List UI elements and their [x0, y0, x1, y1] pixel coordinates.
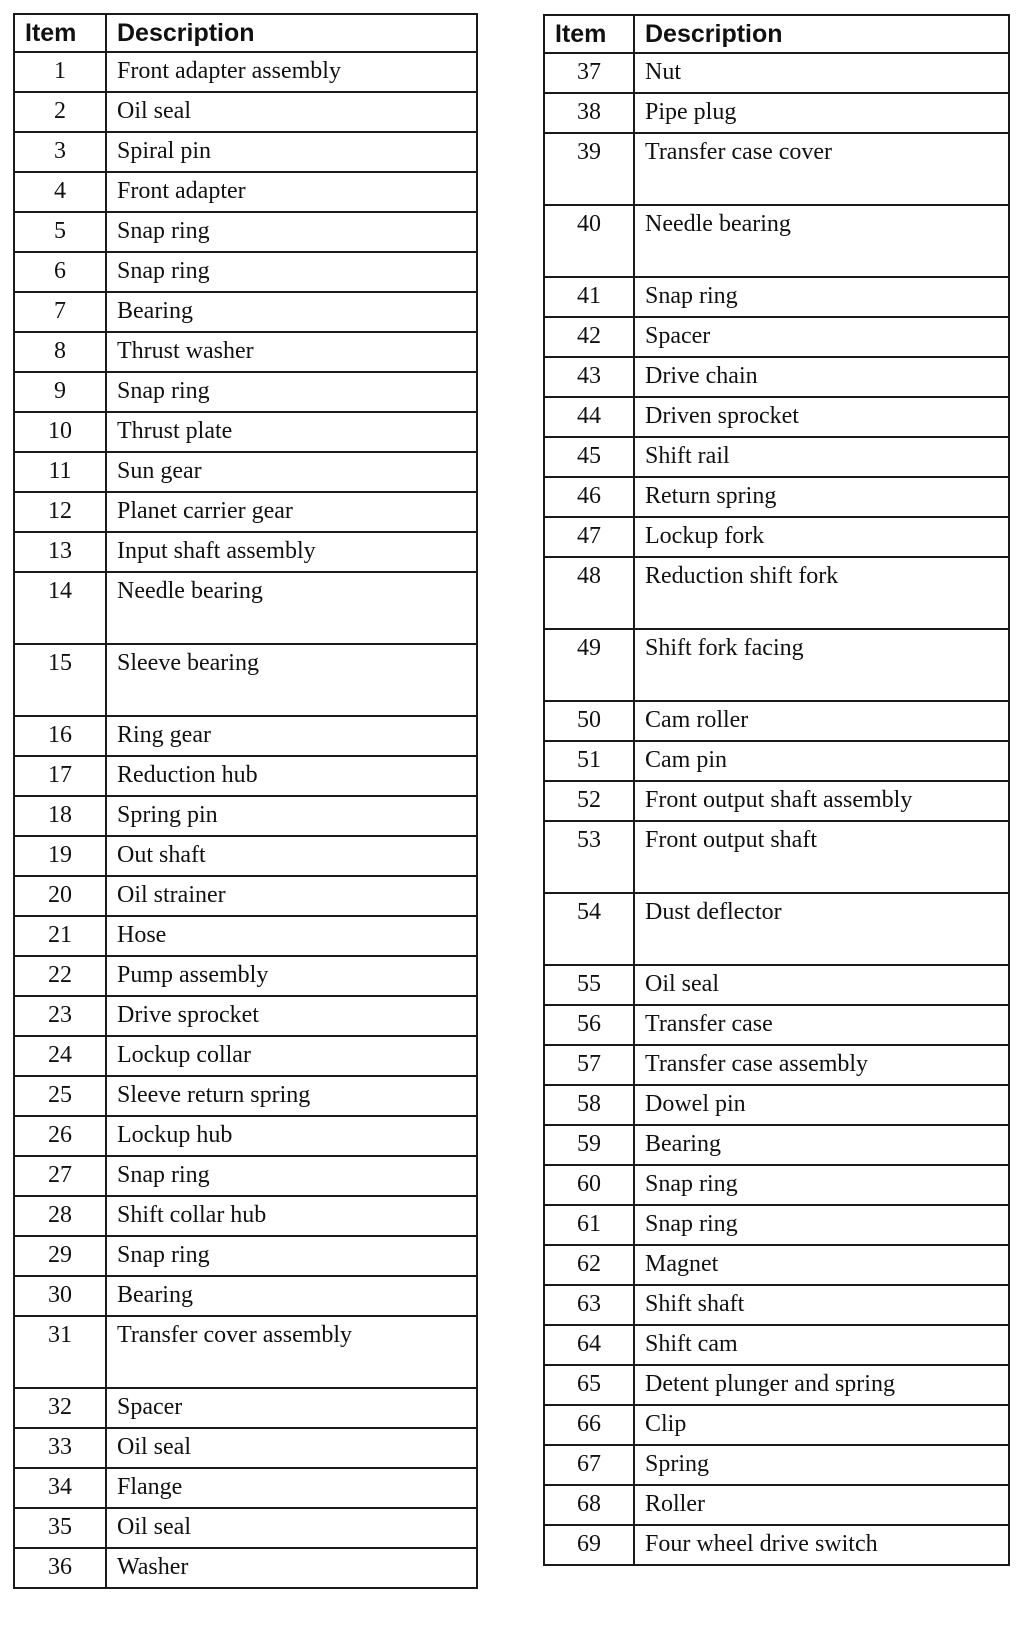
table-row [14, 532, 477, 572]
item-description: Front output shaft assembly [634, 781, 1009, 821]
table-row [14, 1116, 477, 1156]
table-row [544, 965, 1009, 1005]
item-description: Sleeve bearing [106, 644, 477, 716]
table-row [14, 252, 477, 292]
item-description: Thrust washer [106, 332, 477, 372]
item-description: Driven sprocket [634, 397, 1009, 437]
table-row [14, 716, 477, 756]
table-row [14, 836, 477, 876]
item-description: Snap ring [634, 1165, 1009, 1205]
table-row [14, 876, 477, 916]
table-row [544, 1365, 1009, 1405]
item-description: Spacer [106, 1388, 477, 1428]
item-number: 32 [14, 1388, 106, 1428]
table-row [544, 1325, 1009, 1365]
item-description: Bearing [106, 1276, 477, 1316]
table-header-row [14, 14, 477, 52]
item-description: Drive chain [634, 357, 1009, 397]
item-description: Reduction shift fork [634, 557, 1009, 629]
table-row [14, 1388, 477, 1428]
item-number: 60 [544, 1165, 634, 1205]
item-description: Thrust plate [106, 412, 477, 452]
item-description: Four wheel drive switch [634, 1525, 1009, 1565]
item-description: Shift cam [634, 1325, 1009, 1365]
item-description: Washer [106, 1548, 477, 1588]
table-row [544, 1525, 1009, 1565]
item-description: Transfer case assembly [634, 1045, 1009, 1085]
item-number: 56 [544, 1005, 634, 1045]
item-description: Spring pin [106, 796, 477, 836]
table-row [14, 292, 477, 332]
item-number: 14 [14, 572, 106, 644]
item-number: 26 [14, 1116, 106, 1156]
item-number: 64 [544, 1325, 634, 1365]
item-number: 28 [14, 1196, 106, 1236]
table-row [14, 132, 477, 172]
item-column-header: Item [544, 15, 634, 53]
item-number: 37 [544, 53, 634, 93]
table-row [544, 1005, 1009, 1045]
table-row [14, 372, 477, 412]
table-row [14, 212, 477, 252]
item-number: 69 [544, 1525, 634, 1565]
table-row [544, 1165, 1009, 1205]
table-row [14, 1196, 477, 1236]
table-row [544, 629, 1009, 701]
table-row [14, 1548, 477, 1588]
item-description: Dowel pin [634, 1085, 1009, 1125]
item-description: Front output shaft [634, 821, 1009, 893]
item-number: 41 [544, 277, 634, 317]
item-number: 42 [544, 317, 634, 357]
table-row [14, 796, 477, 836]
item-number: 25 [14, 1076, 106, 1116]
item-number: 19 [14, 836, 106, 876]
table-row [544, 397, 1009, 437]
item-number: 57 [544, 1045, 634, 1085]
item-number: 23 [14, 996, 106, 1036]
item-description: Nut [634, 53, 1009, 93]
table-row [14, 1276, 477, 1316]
item-description: Lockup fork [634, 517, 1009, 557]
table-row [544, 1085, 1009, 1125]
item-number: 30 [14, 1276, 106, 1316]
item-number: 59 [544, 1125, 634, 1165]
item-description: Snap ring [634, 1205, 1009, 1245]
item-number: 9 [14, 372, 106, 412]
item-number: 47 [544, 517, 634, 557]
table-row [14, 1468, 477, 1508]
description-column-header: Description [634, 15, 1009, 53]
item-description: Spiral pin [106, 132, 477, 172]
item-description: Oil seal [106, 1428, 477, 1468]
item-number: 67 [544, 1445, 634, 1485]
table-row [544, 517, 1009, 557]
table-row [14, 92, 477, 132]
item-description: Needle bearing [634, 205, 1009, 277]
item-number: 36 [14, 1548, 106, 1588]
item-number: 11 [14, 452, 106, 492]
table-row [14, 452, 477, 492]
item-number: 34 [14, 1468, 106, 1508]
item-number: 2 [14, 92, 106, 132]
item-description: Oil seal [106, 1508, 477, 1548]
item-description: Front adapter assembly [106, 52, 477, 92]
table-row [14, 1236, 477, 1276]
item-number: 66 [544, 1405, 634, 1445]
table-row [14, 52, 477, 92]
item-number: 48 [544, 557, 634, 629]
table-row [14, 1316, 477, 1388]
table-row [14, 1508, 477, 1548]
item-number: 61 [544, 1205, 634, 1245]
item-description: Bearing [634, 1125, 1009, 1165]
item-number: 16 [14, 716, 106, 756]
table-row [544, 357, 1009, 397]
table-row [14, 1428, 477, 1468]
description-column-header: Description [106, 14, 477, 52]
item-number: 40 [544, 205, 634, 277]
item-number: 39 [544, 133, 634, 205]
table-row [544, 53, 1009, 93]
item-number: 52 [544, 781, 634, 821]
parts-table-left [13, 13, 478, 1589]
table-row [544, 1125, 1009, 1165]
item-number: 15 [14, 644, 106, 716]
table-row [544, 893, 1009, 965]
item-number: 54 [544, 893, 634, 965]
item-number: 6 [14, 252, 106, 292]
item-column-header: Item [14, 14, 106, 52]
item-number: 55 [544, 965, 634, 1005]
table-row [544, 1205, 1009, 1245]
table-row [544, 1445, 1009, 1485]
item-description: Lockup collar [106, 1036, 477, 1076]
item-description: Pump assembly [106, 956, 477, 996]
item-description: Out shaft [106, 836, 477, 876]
item-number: 20 [14, 876, 106, 916]
item-description: Shift shaft [634, 1285, 1009, 1325]
table-row [544, 1285, 1009, 1325]
item-description: Reduction hub [106, 756, 477, 796]
item-description: Flange [106, 1468, 477, 1508]
item-description: Hose [106, 916, 477, 956]
item-description: Oil seal [106, 92, 477, 132]
table-row [544, 741, 1009, 781]
item-number: 68 [544, 1485, 634, 1525]
table-row [544, 781, 1009, 821]
table-row [544, 701, 1009, 741]
item-description: Transfer cover assembly [106, 1316, 477, 1388]
item-number: 4 [14, 172, 106, 212]
table-row [544, 437, 1009, 477]
item-description: Needle bearing [106, 572, 477, 644]
item-number: 29 [14, 1236, 106, 1276]
parts-table-right [543, 14, 1010, 1566]
table-row [14, 1036, 477, 1076]
item-description: Ring gear [106, 716, 477, 756]
item-description: Transfer case cover [634, 133, 1009, 205]
table-row [14, 332, 477, 372]
item-number: 10 [14, 412, 106, 452]
item-number: 49 [544, 629, 634, 701]
item-number: 51 [544, 741, 634, 781]
item-number: 21 [14, 916, 106, 956]
table-row [14, 412, 477, 452]
item-description: Snap ring [106, 1156, 477, 1196]
table-row [14, 492, 477, 532]
item-number: 7 [14, 292, 106, 332]
table-row [544, 277, 1009, 317]
table-row [14, 956, 477, 996]
item-number: 44 [544, 397, 634, 437]
item-description: Cam pin [634, 741, 1009, 781]
table-row [544, 1405, 1009, 1445]
table-row [544, 93, 1009, 133]
item-description: Sun gear [106, 452, 477, 492]
item-description: Magnet [634, 1245, 1009, 1285]
item-number: 5 [14, 212, 106, 252]
item-number: 65 [544, 1365, 634, 1405]
table-row [544, 205, 1009, 277]
item-description: Oil seal [634, 965, 1009, 1005]
item-number: 38 [544, 93, 634, 133]
item-description: Spacer [634, 317, 1009, 357]
table-row [14, 644, 477, 716]
item-description: Sleeve return spring [106, 1076, 477, 1116]
item-number: 12 [14, 492, 106, 532]
table-row [544, 1485, 1009, 1525]
table-row [544, 133, 1009, 205]
item-number: 58 [544, 1085, 634, 1125]
table-row [14, 1076, 477, 1116]
item-description: Bearing [106, 292, 477, 332]
item-number: 63 [544, 1285, 634, 1325]
item-description: Transfer case [634, 1005, 1009, 1045]
item-description: Front adapter [106, 172, 477, 212]
item-number: 33 [14, 1428, 106, 1468]
table-row [14, 996, 477, 1036]
table-row [14, 1156, 477, 1196]
item-number: 35 [14, 1508, 106, 1548]
item-number: 62 [544, 1245, 634, 1285]
table-header-row [544, 15, 1009, 53]
table-row [544, 557, 1009, 629]
item-description: Spring [634, 1445, 1009, 1485]
parts-table-left-body [14, 52, 477, 1588]
item-number: 3 [14, 132, 106, 172]
item-number: 1 [14, 52, 106, 92]
table-row [544, 477, 1009, 517]
item-number: 22 [14, 956, 106, 996]
item-description: Cam roller [634, 701, 1009, 741]
item-description: Oil strainer [106, 876, 477, 916]
table-row [14, 572, 477, 644]
item-description: Snap ring [106, 372, 477, 412]
item-number: 18 [14, 796, 106, 836]
item-description: Pipe plug [634, 93, 1009, 133]
table-row [544, 1245, 1009, 1285]
table-row [14, 916, 477, 956]
item-description: Shift collar hub [106, 1196, 477, 1236]
item-description: Planet carrier gear [106, 492, 477, 532]
item-description: Roller [634, 1485, 1009, 1525]
item-description: Dust deflector [634, 893, 1009, 965]
item-description: Detent plunger and spring [634, 1365, 1009, 1405]
item-description: Input shaft assembly [106, 532, 477, 572]
item-number: 17 [14, 756, 106, 796]
item-description: Lockup hub [106, 1116, 477, 1156]
item-number: 50 [544, 701, 634, 741]
item-description: Snap ring [634, 277, 1009, 317]
item-number: 8 [14, 332, 106, 372]
item-description: Return spring [634, 477, 1009, 517]
table-row [14, 756, 477, 796]
item-number: 46 [544, 477, 634, 517]
item-number: 24 [14, 1036, 106, 1076]
item-number: 27 [14, 1156, 106, 1196]
item-description: Shift rail [634, 437, 1009, 477]
item-description: Shift fork facing [634, 629, 1009, 701]
item-number: 31 [14, 1316, 106, 1388]
item-description: Snap ring [106, 252, 477, 292]
item-number: 43 [544, 357, 634, 397]
item-number: 53 [544, 821, 634, 893]
item-number: 13 [14, 532, 106, 572]
item-description: Snap ring [106, 1236, 477, 1276]
table-row [544, 821, 1009, 893]
table-row [544, 1045, 1009, 1085]
item-description: Snap ring [106, 212, 477, 252]
item-description: Drive sprocket [106, 996, 477, 1036]
table-row [544, 317, 1009, 357]
item-number: 45 [544, 437, 634, 477]
item-description: Clip [634, 1405, 1009, 1445]
parts-table-right-body [544, 53, 1009, 1565]
table-row [14, 172, 477, 212]
